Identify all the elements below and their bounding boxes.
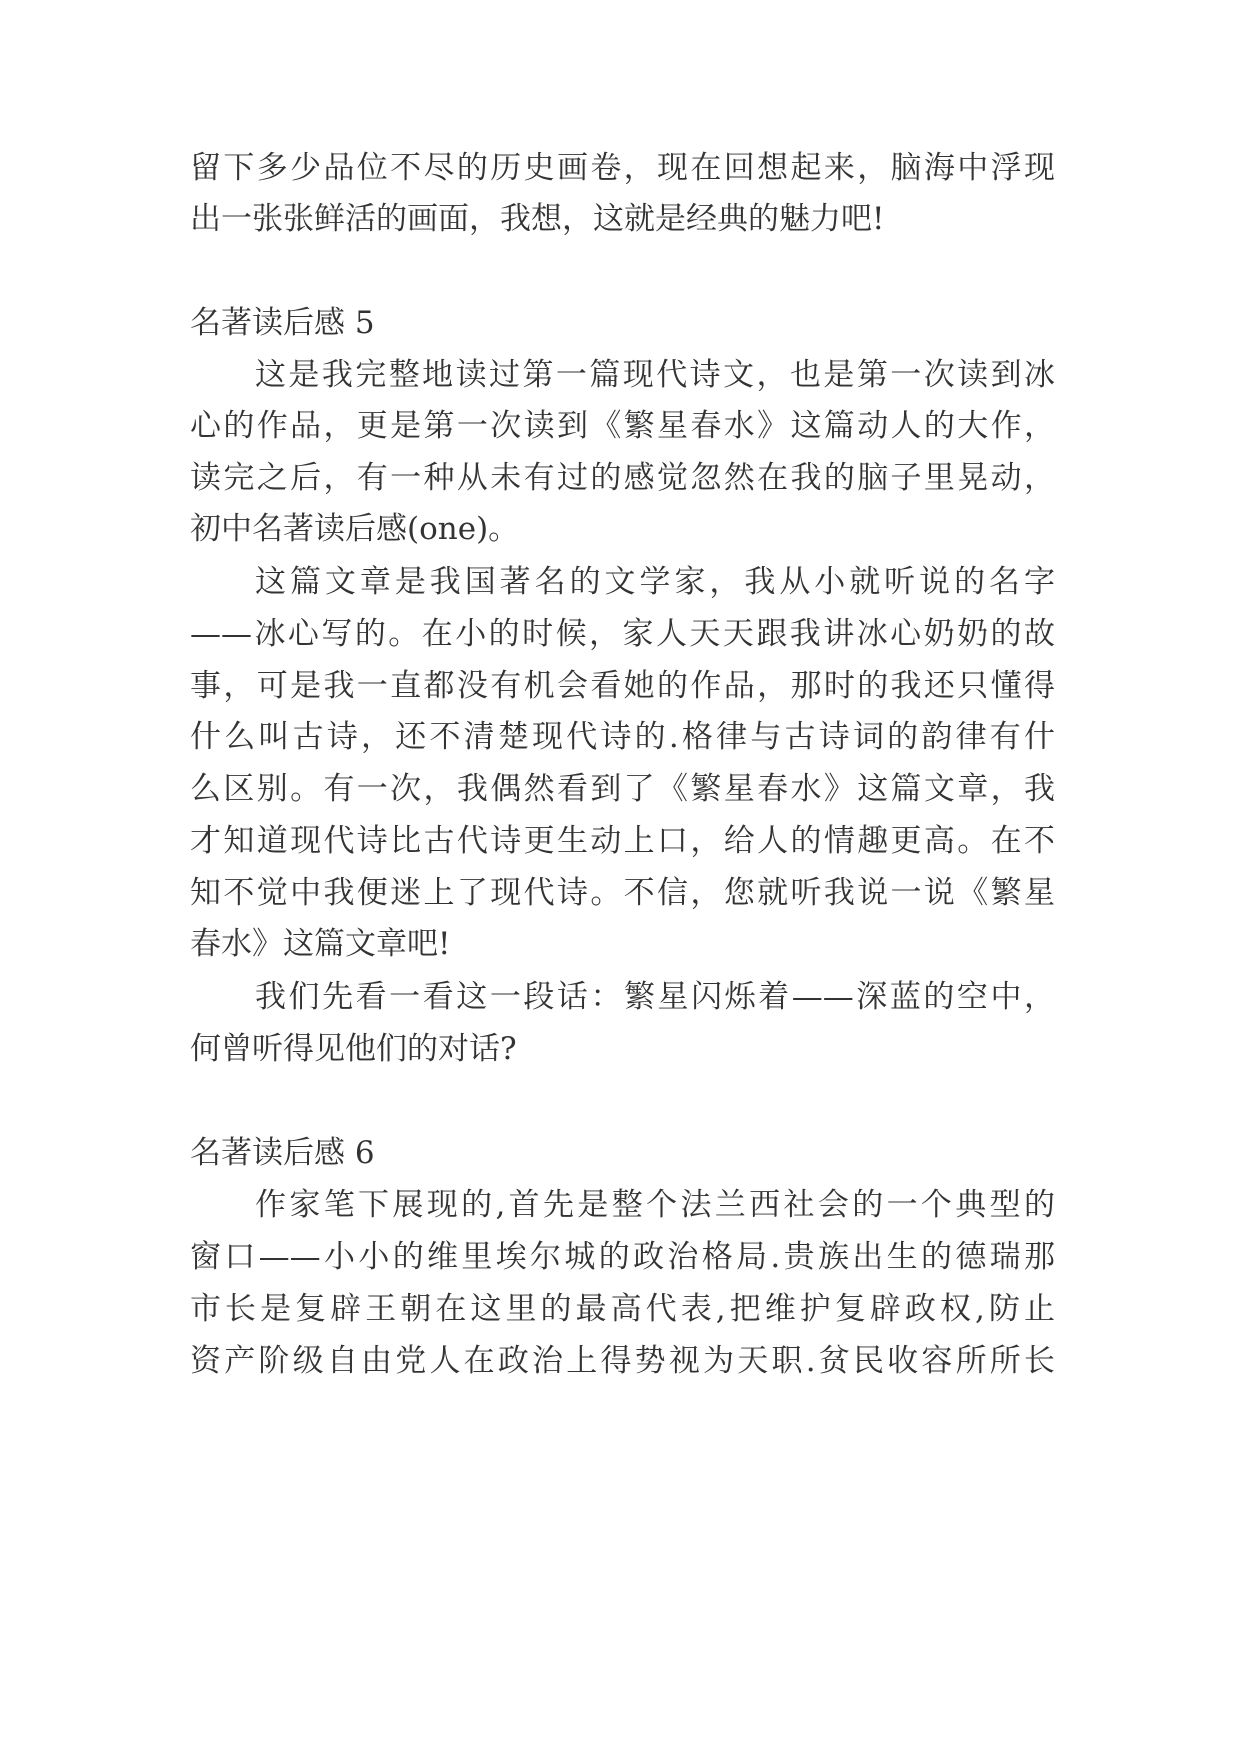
text-line: 何曾听得见他们的对话? xyxy=(190,1031,517,1067)
text-line: 春水》这篇文章吧! xyxy=(190,926,451,962)
text-line: ——冰心写的。在小的时候，家人天天跟我讲冰心奶奶的故 xyxy=(190,616,1055,652)
text-line: 我们先看一看这一段话：繁星闪烁着——深蓝的空中， xyxy=(255,979,1055,1015)
text-line: 心的作品，更是第一次读到《繁星春水》这篇动人的大作， xyxy=(190,408,1055,444)
text-line: 知不觉中我便迷上了现代诗。不信，您就听我说一说《繁星 xyxy=(190,875,1055,911)
text-line: 初中名著读后感(one)。 xyxy=(190,511,520,547)
section-heading-6: 名著读后感 6 xyxy=(190,1135,375,1171)
text-line: 留下多少品位不尽的历史画卷，现在回想起来，脑海中浮现 xyxy=(190,150,1055,186)
text-line: 么区别。有一次，我偶然看到了《繁星春水》这篇文章，我 xyxy=(190,771,1055,807)
text-line: 事，可是我一直都没有机会看她的作品，那时的我还只懂得 xyxy=(190,668,1055,704)
text-line: 资产阶级自由党人在政治上得势视为天职.贫民收容所所长 xyxy=(190,1343,1055,1379)
text-line: 市长是复辟王朝在这里的最高代表,把维护复辟政权,防止 xyxy=(190,1291,1055,1327)
section-heading-5: 名著读后感 5 xyxy=(190,305,375,341)
text-line: 什么叫古诗，还不清楚现代诗的.格律与古诗词的韵律有什 xyxy=(190,719,1055,755)
text-line: 这是我完整地读过第一篇现代诗文，也是第一次读到冰 xyxy=(255,357,1055,393)
text-line: 窗口——小小的维里埃尔城的政治格局.贵族出生的德瑞那 xyxy=(190,1239,1055,1275)
text-line: 出一张张鲜活的画面，我想，这就是经典的魅力吧! xyxy=(190,201,885,237)
text-line: 读完之后，有一种从未有过的感觉忽然在我的脑子里晃动， xyxy=(190,460,1055,496)
text-line: 这篇文章是我国著名的文学家，我从小就听说的名字 xyxy=(255,564,1055,600)
text-line: 才知道现代诗比古代诗更生动上口，给人的情趣更高。在不 xyxy=(190,823,1055,859)
text-line: 作家笔下展现的,首先是整个法兰西社会的一个典型的 xyxy=(255,1187,1055,1223)
